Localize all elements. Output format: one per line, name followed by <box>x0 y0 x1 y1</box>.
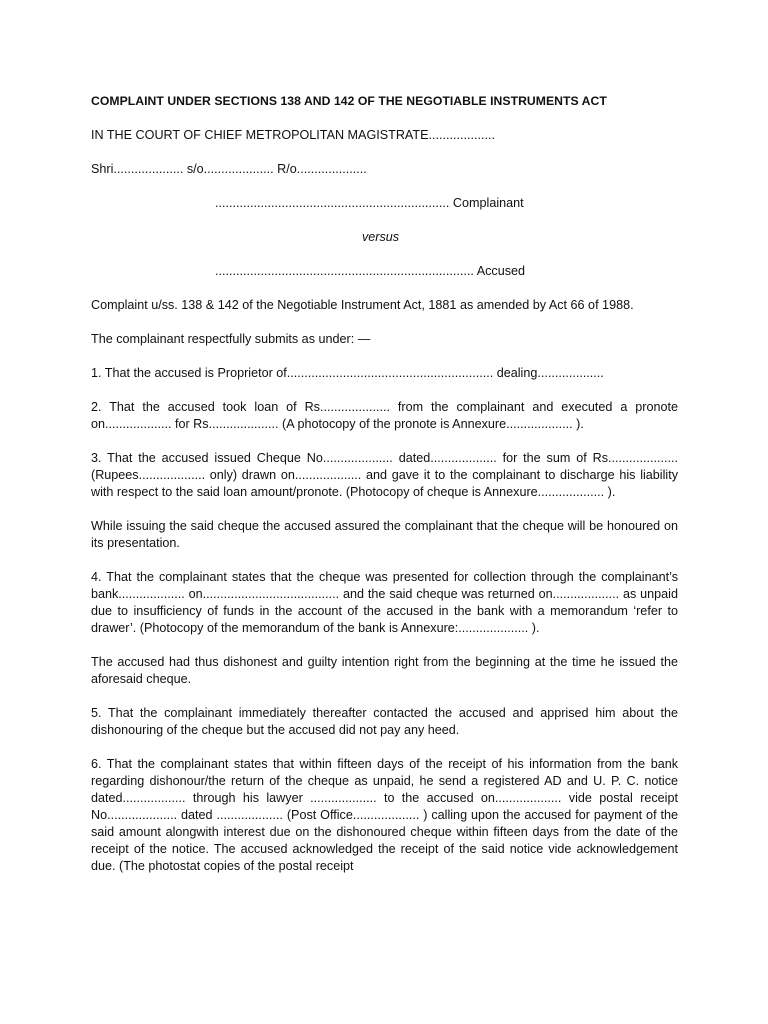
submits-line: The complainant respectfully submits as under: — <box>91 332 371 346</box>
paragraph-3: 3. That the accused issued Cheque No.................... dated................... for the sum of Rs.................... (Rupees................... only) drawn on................... and gave it to the complainant to discharge his liability with respect to the said loan amount/pronote. (Photocopy of cheque is Annexure................... ). <box>91 451 678 499</box>
intro-paragraph: Complaint u/ss. 138 & 142 of the Negotiable Instrument Act, 1881 as amended by Act 66 of 1988. <box>91 298 634 312</box>
accused-line: .......................................................................... Accused <box>215 264 526 278</box>
paragraph-6: 6. That the complainant states that within fifteen days of the receipt of his information from the bank regarding dishonour/the return of the cheque as unpaid, he send a registered AD and U. P. C. notice dated.................. through his lawyer ................... to the accused on................... vide postal receipt No.................... dated ................... (Post Office................... ) calling upon the accused for payment of the said amount alongwith interest due on the dishonoured cheque within fifteen days from the date of the receipt of the notice. The accused acknowledged the receipt of the said notice vide acknowledgement due. (The photostat copies of the postal receipt <box>91 757 678 873</box>
party-line: Shri.................... s/o.................... R/o.................... <box>91 162 367 176</box>
court-line: IN THE COURT OF CHIEF METROPOLITAN MAGISTRATE................... <box>91 128 495 142</box>
paragraph-4: 4. That the complainant states that the cheque was presented for collection through the complainant’s bank................... on....................................... and the said cheque was returned on................... as unpaid due to insufficiency of funds in the account of the accused in the bank with a memorandum ‘refer to drawer’. (Photocopy of the memorandum of the bank is Annexure:.................... ). <box>91 570 678 635</box>
document-page <box>91 93 678 875</box>
versus-label: versus <box>362 230 400 244</box>
document-title: COMPLAINT UNDER SECTIONS 138 AND 142 OF THE NEGOTIABLE INSTRUMENTS ACT <box>91 94 607 108</box>
paragraph-5: 5. That the complainant immediately thereafter contacted the accused and apprised him about the dishonouring of the cheque but the accused did not pay any heed. <box>91 706 678 737</box>
complainant-line: ................................................................... Complainant <box>215 196 524 210</box>
paragraph-2: 2. That the accused took loan of Rs.................... from the complainant and executed a pronote on................... for Rs.................... (A photocopy of the pronote is Annexure................... ). <box>91 400 678 431</box>
paragraph-1: 1. That the accused is Proprietor of........................................................... dealing................... <box>91 366 604 380</box>
paragraph-4-note: The accused had thus dishonest and guilty intention right from the beginning at the time he issued the aforesaid cheque. <box>91 655 678 686</box>
paragraph-3-note: While issuing the said cheque the accused assured the complainant that the cheque will be honoured on its presentation. <box>91 519 678 550</box>
